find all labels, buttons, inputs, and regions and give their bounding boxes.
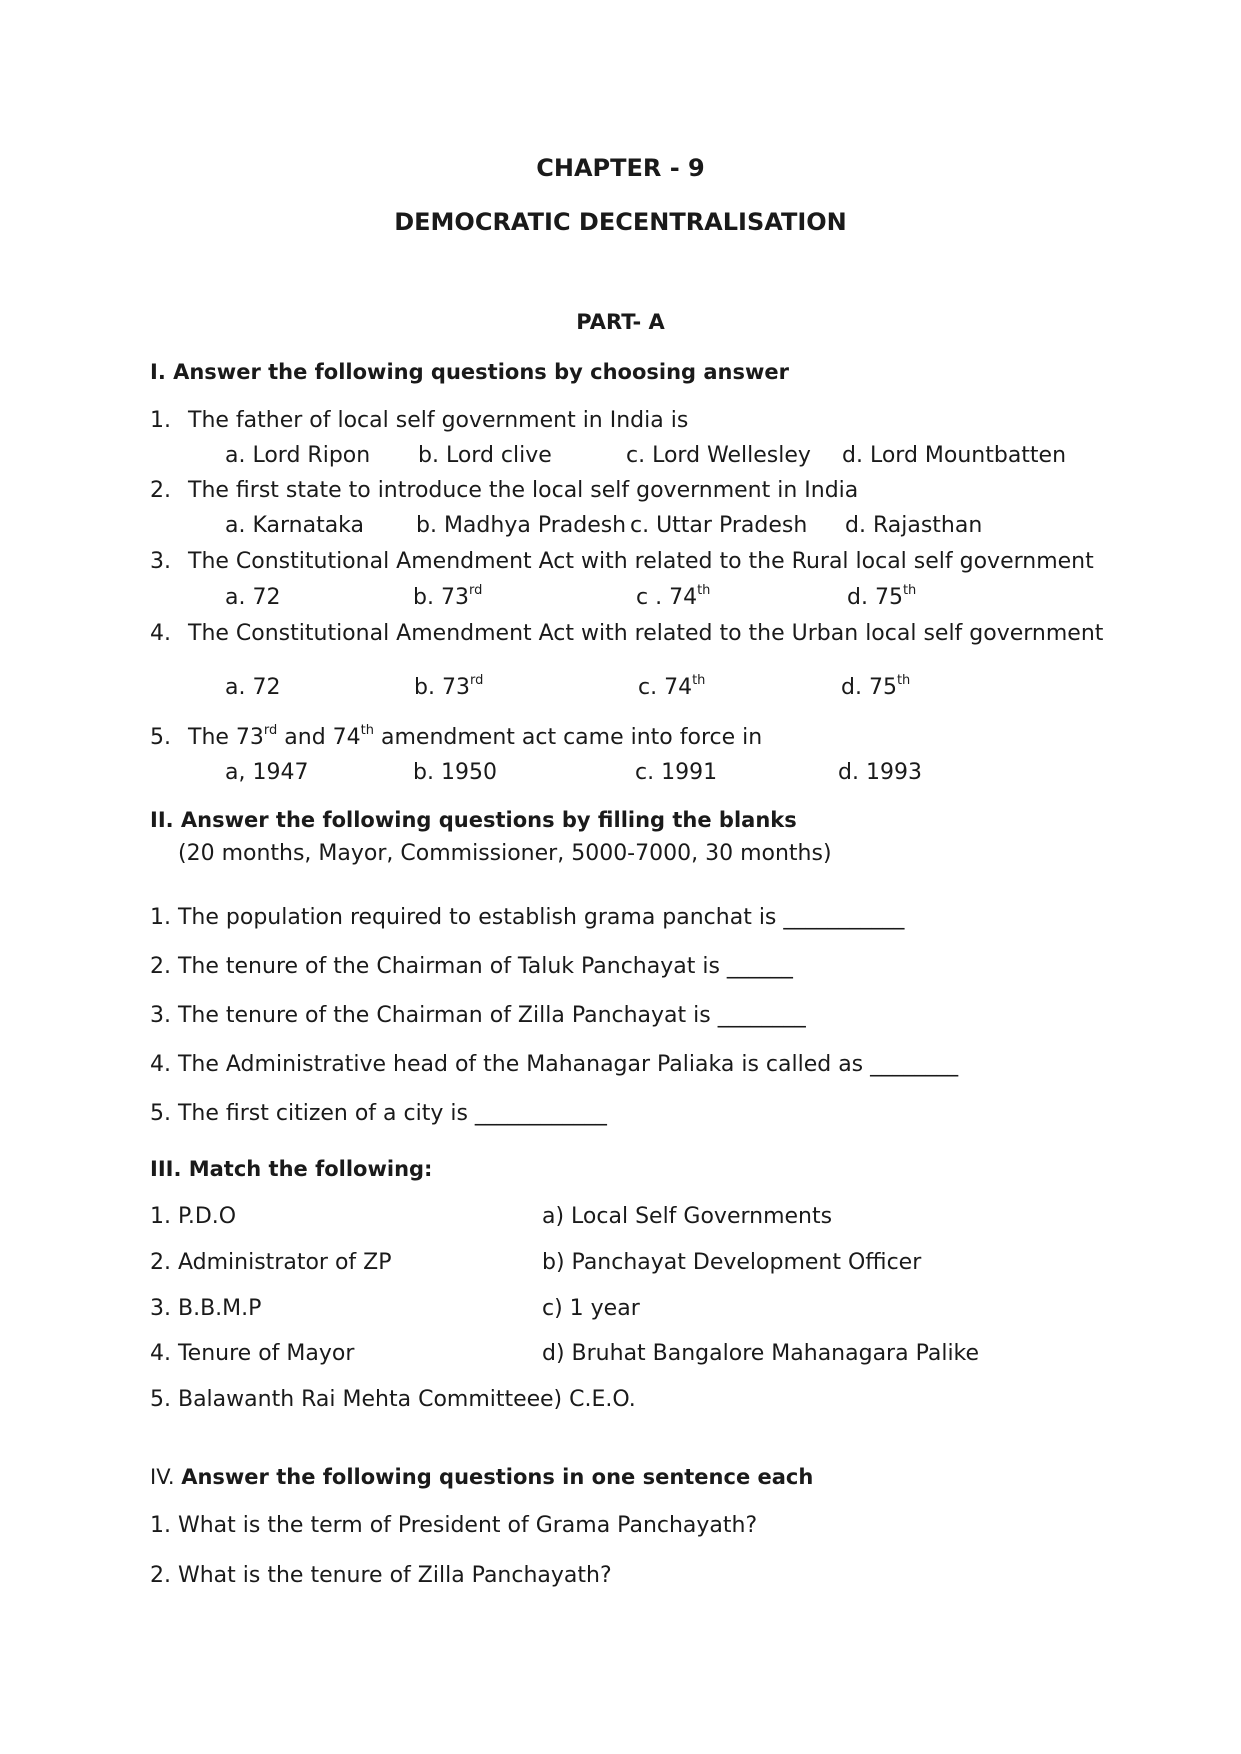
match-left-3: 3. B.B.M.P [150,1296,262,1321]
mcq-3-number: 3. [150,549,171,574]
blank-question-2: 2. The tenure of the Chairman of Taluk Panchayat is ______ [150,954,793,979]
mcq-1-text: The father of local self government in India is [188,408,689,433]
mcq-4-option-d: d. 75th [841,673,911,700]
mcq-1-option-d: d. Lord Mountbatten [842,443,1067,468]
section-1-heading: I. Answer the following questions by choosing answer [150,360,789,384]
blank-question-5: 5. The first citizen of a city is ____________ [150,1101,607,1126]
section-2-heading: II. Answer the following questions by filling the blanks [150,808,797,832]
mcq-4-option-b: b. 73rd [414,673,484,700]
mcq-4-option-a: a. 72 [225,675,281,700]
match-right-a: a) Local Self Governments [542,1204,833,1229]
section-3-heading: III. Match the following: [150,1157,433,1181]
mcq-4-option-c: c. 74th [638,673,706,700]
mcq-1-option-b: b. Lord clive [418,443,552,468]
short-question-2: 2. What is the tenure of Zilla Panchayath? [150,1563,612,1588]
mcq-4-number: 4. [150,621,171,646]
match-left-4: 4. Tenure of Mayor [150,1341,355,1366]
mcq-2-option-a: a. Karnataka [225,513,365,538]
mcq-3-option-d: d. 75th [847,583,917,610]
mcq-2-option-c: c. Uttar Pradesh [630,513,808,538]
chapter-heading: CHAPTER - 9 [536,154,705,182]
match-right-b: b) Panchayat Development Officer [542,1250,922,1275]
section-2-choices: (20 months, Mayor, Commissioner, 5000-7000, 30 months) [178,841,832,866]
mcq-1-option-c: c. Lord Wellesley [626,443,811,468]
mcq-3-text: The Constitutional Amendment Act with related to the Rural local self government [188,549,1094,574]
blank-question-1: 1. The population required to establish grama panchat is ___________ [150,905,905,930]
match-right-e: e) C.E.O. [540,1387,636,1412]
match-left-2: 2. Administrator of ZP [150,1250,392,1275]
match-right-c: c) 1 year [542,1296,640,1321]
mcq-3-option-b: b. 73rd [413,583,483,610]
match-right-d: d) Bruhat Bangalore Mahanagara Palike [542,1341,980,1366]
mcq-1-number: 1. [150,408,171,433]
mcq-3-option-a: a. 72 [225,585,281,610]
section-4-heading: IV. Answer the following questions in one sentence each [150,1465,814,1489]
mcq-2-text: The first state to introduce the local self government in India [188,478,859,503]
mcq-5-option-a: a, 1947 [225,760,309,785]
short-question-1: 1. What is the term of President of Grama Panchayath? [150,1513,758,1538]
mcq-2-option-b: b. Madhya Pradesh [416,513,627,538]
mcq-5-text: The 73rd and 74th amendment act came into force in [188,723,763,750]
mcq-4-text: The Constitutional Amendment Act with related to the Urban local self government [188,621,1104,646]
match-left-5: 5. Balawanth Rai Mehta Committee [150,1387,541,1412]
match-left-1: 1. P.D.O [150,1204,237,1229]
blank-question-3: 3. The tenure of the Chairman of Zilla Panchayat is ________ [150,1003,806,1028]
mcq-5-option-b: b. 1950 [413,760,497,785]
blank-question-4: 4. The Administrative head of the Mahanagar Paliaka is called as ________ [150,1052,959,1077]
mcq-1-option-a: a. Lord Ripon [225,443,371,468]
mcq-2-option-d: d. Rajasthan [845,513,983,538]
mcq-5-number: 5. [150,725,171,750]
part-heading: PART- A [576,310,665,334]
mcq-5-option-d: d. 1993 [838,760,922,785]
mcq-2-number: 2. [150,478,171,503]
chapter-title: DEMOCRATIC DECENTRALISATION [394,208,847,236]
mcq-3-option-c: c . 74th [636,583,711,610]
mcq-5-option-c: c. 1991 [635,760,718,785]
